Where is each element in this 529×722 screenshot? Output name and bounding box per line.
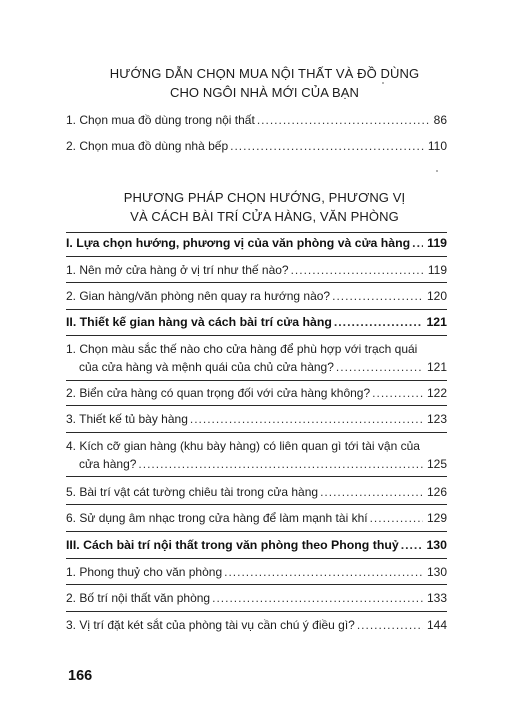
section-heading <box>0 188 529 226</box>
divider <box>66 432 447 433</box>
toc-entry <box>66 483 447 501</box>
divider <box>66 476 447 477</box>
leader-dots <box>320 483 423 501</box>
toc-section-entry <box>66 536 447 554</box>
leader-dots <box>291 261 424 279</box>
divider <box>66 232 447 233</box>
toc-entry-page: 110 <box>427 139 447 153</box>
leader-dots <box>334 313 423 331</box>
toc-entry-title: 6. Sử dụng âm nhạc trong cửa hàng để làm mạnh tài khí <box>66 511 368 525</box>
toc-section-entry <box>66 234 447 252</box>
toc-entry-page: 129 <box>426 511 447 525</box>
page-number: 166 <box>68 668 93 684</box>
toc-section-entry <box>66 313 447 331</box>
divider <box>66 611 447 612</box>
toc-entry-page: 130 <box>426 565 447 579</box>
toc-entry-title: 1. Nên mở cửa hàng ở vị trí như thế nào? <box>66 263 289 277</box>
toc-entry-page: 119 <box>427 236 447 250</box>
toc-entry-title: 3. Thiết kế tủ bày hàng <box>66 412 188 426</box>
toc-entry-title: 3. Vị trí đặt két sắt của phòng tài vụ cần chú ý điều gì? <box>66 618 355 632</box>
toc-entry <box>66 563 447 581</box>
leader-dots <box>332 287 423 305</box>
section-heading <box>0 64 529 102</box>
divider <box>66 584 447 585</box>
toc-entry-title: 1. Chọn mua đồ dùng trong nội thất <box>66 113 255 127</box>
toc-entry <box>66 287 447 305</box>
toc-entry-page: 126 <box>426 485 447 499</box>
toc-entry-page: 130 <box>426 538 447 552</box>
toc-entry <box>66 410 447 428</box>
toc-entry-title: 2. Chọn mua đồ dùng nhà bếp <box>66 139 229 153</box>
toc-entry <box>66 616 447 634</box>
toc-entry-page: 121 <box>426 315 447 329</box>
divider <box>66 558 447 559</box>
leader-dots <box>336 358 423 376</box>
toc-entry-title: 5. Bài trí vật cát tường chiêu tài trong cửa hàng <box>66 485 319 499</box>
toc-entry-title: 2. Biển cửa hàng có quan trọng đối với cửa hàng không? <box>66 386 371 400</box>
toc-entry <box>66 261 447 279</box>
toc-entry-page: 121 <box>426 360 447 374</box>
section-heading-line: VÀ CÁCH BÀI TRÍ CỬA HÀNG, VĂN PHÒNG <box>130 209 399 224</box>
toc-entry-title: 1. Phong thuỷ cho văn phòng <box>66 565 223 579</box>
leader-dots <box>370 509 423 527</box>
toc-entry <box>66 437 447 473</box>
print-speck <box>382 82 384 84</box>
toc-entry <box>66 384 447 402</box>
toc-entry <box>66 589 447 607</box>
toc-entry-title-continued: của cửa hàng và mệnh quái của chủ cửa hàng? <box>79 360 334 374</box>
leader-dots <box>357 616 423 634</box>
divider <box>66 531 447 532</box>
toc-entry-title-continued: cửa hàng? <box>79 457 137 471</box>
toc-entry-page: 120 <box>426 289 447 303</box>
leader-dots <box>224 563 423 581</box>
toc-entry-title: 2. Gian hàng/văn phòng nên quay ra hướng nào? <box>66 289 331 303</box>
toc-entry <box>66 137 447 155</box>
leader-dots <box>138 455 423 473</box>
print-speck <box>436 170 438 172</box>
toc-entry-page: 86 <box>433 113 447 127</box>
leader-dots <box>230 137 424 155</box>
toc-entry-page: 133 <box>426 591 447 605</box>
leader-dots <box>401 536 423 554</box>
leader-dots <box>372 384 423 402</box>
toc-entry-title: I. Lựa chọn hướng, phương vị của văn phòng và cửa hàng <box>66 236 411 250</box>
toc-entry-page: 119 <box>427 263 447 277</box>
leader-dots <box>212 589 423 607</box>
toc-entry <box>66 340 447 376</box>
toc-entry-page: 144 <box>426 618 447 632</box>
toc-entry-title: 2. Bố trí nội thất văn phòng <box>66 591 211 605</box>
divider <box>66 309 447 310</box>
toc-entry <box>66 111 447 129</box>
section-heading-line: CHO NGÔI NHÀ MỚI CỦA BẠN <box>169 85 360 100</box>
leader-dots <box>412 234 423 252</box>
toc-entry-title: II. Thiết kế gian hàng và cách bài trí cửa hàng <box>66 315 332 329</box>
divider <box>66 335 447 336</box>
toc-entry-page: 125 <box>426 457 447 471</box>
divider <box>66 380 447 381</box>
leader-dots <box>190 410 423 428</box>
section-heading-line: HƯỚNG DẪN CHỌN MUA NỘI THẤT VÀ ĐỒ DÙNG <box>109 66 420 81</box>
toc-entry-title: 4. Kích cỡ gian hàng (khu bày hàng) có liên quan gì tới tài vận của <box>66 439 420 453</box>
toc-entry-page: 123 <box>426 412 447 426</box>
divider <box>66 504 447 505</box>
toc-entry-title: 1. Chọn màu sắc thế nào cho cửa hàng để phù hợp với trạch quái <box>66 342 418 356</box>
section-heading-line: PHƯƠNG PHÁP CHỌN HƯỚNG, PHƯƠNG VỊ <box>123 190 406 205</box>
toc-entry-page: 122 <box>426 386 447 400</box>
divider <box>66 282 447 283</box>
toc-entry-title: III. Cách bài trí nội thất trong văn phòng theo Phong thuỷ <box>66 538 399 552</box>
toc-entry <box>66 509 447 527</box>
divider <box>66 256 447 257</box>
leader-dots <box>257 111 430 129</box>
divider <box>66 405 447 406</box>
